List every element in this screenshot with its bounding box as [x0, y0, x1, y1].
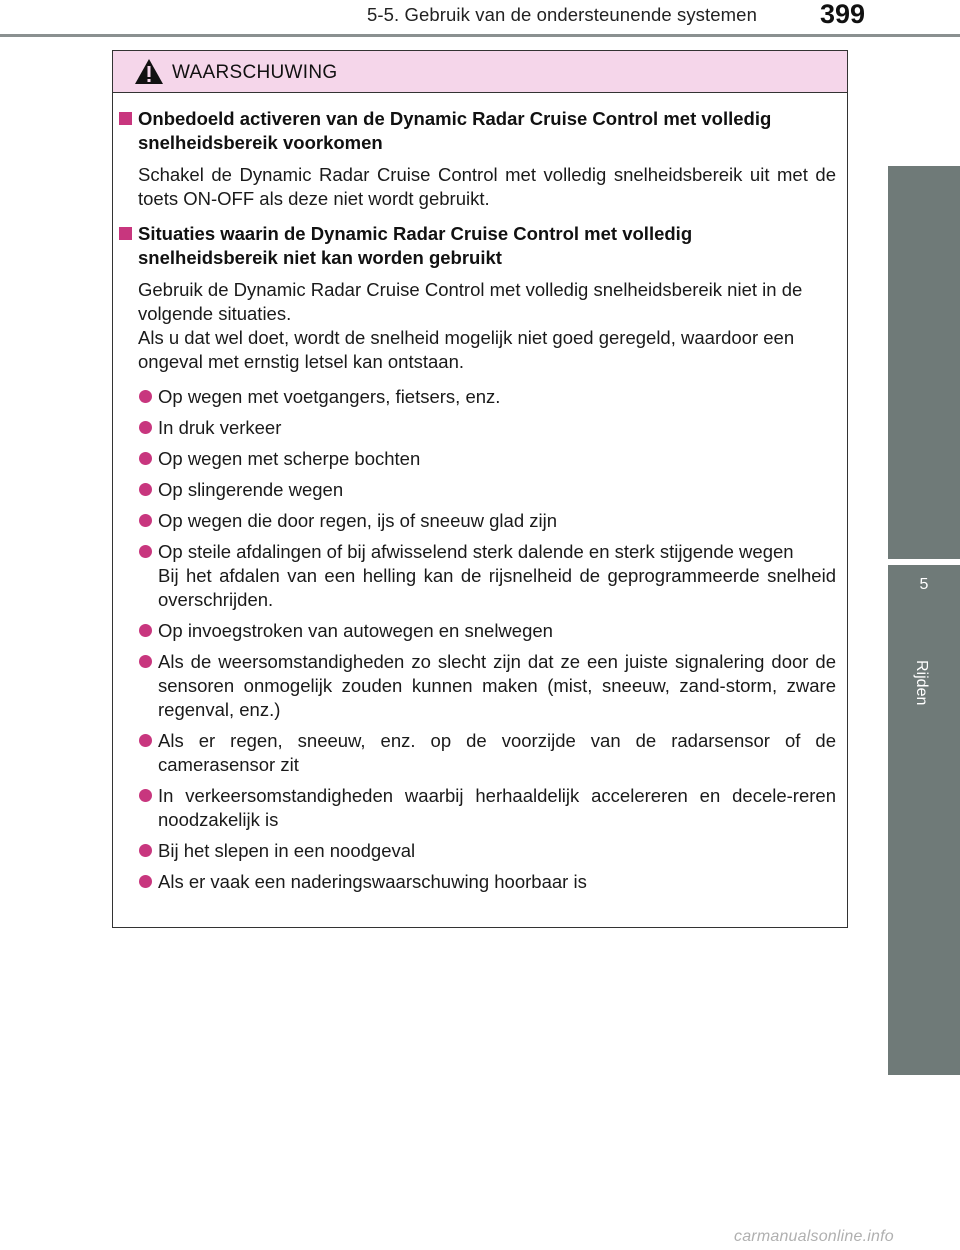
bullet-dot-icon [139, 655, 152, 668]
section-heading-line: Onbedoeld activeren van de Dynamic Radar Cruise Control met volledig [138, 108, 772, 129]
page-number: 399 [820, 0, 866, 29]
paragraph-line: Als u dat wel doet, wordt de snelheid mogelijk niet goed geregeld, waardoor een ongeval met ernstig letsel kan ontstaan. [138, 327, 795, 372]
bullet-dot-icon [139, 789, 152, 802]
list-item: Op invoegstroken van autowegen en snelwegen [113, 619, 846, 643]
bullet-dot-icon [139, 483, 152, 496]
header-divider [0, 34, 960, 37]
list-item: Op wegen met scherpe bochten [113, 447, 846, 471]
bullet-dot-icon [139, 844, 152, 857]
paragraph: Schakel de Dynamic Radar Cruise Control met volledig snelheidsbereik uit met de toets ON-OFF als deze niet wordt gebruikt. [138, 164, 836, 209]
bullet-dot-icon [139, 875, 152, 888]
page-header-title: 5-5. Gebruik van de ondersteunende systemen [367, 4, 757, 25]
bullet-dot-icon [139, 734, 152, 747]
square-bullet-icon [119, 227, 132, 240]
warning-box [112, 50, 848, 928]
list-item: Op steile afdalingen of bij afwisselend sterk dalende en sterk stijgende wegen Bij het afdalen van een helling kan de rijsnelheid de geprogrammeerde snelheid overschrijden. [113, 540, 846, 612]
section-heading-line: snelheidsbereik voorkomen [138, 132, 383, 153]
list-item: Bij het slepen in een noodgeval [113, 839, 846, 863]
list-item: Als de weersomstandigheden zo slecht zijn dat ze een juiste signalering door de sensoren onmogelijk zouden kunnen maken (mist, sneeuw, zand-storm, zware regenval, enz.) [113, 650, 846, 722]
bullet-dot-icon [139, 452, 152, 465]
chapter-number: 5 [888, 565, 960, 632]
chapter-label: Rijden [913, 660, 930, 706]
warning-header [113, 51, 847, 93]
bullet-dot-icon [139, 624, 152, 637]
list-item: Als er vaak een naderingswaarschuwing hoorbaar is [113, 870, 846, 894]
list-item: In verkeersomstandigheden waarbij herhaaldelijk accelereren en decele-reren noodzakelijk is [113, 784, 846, 832]
list-item: Op wegen die door regen, ijs of sneeuw glad zijn [113, 509, 846, 533]
bullet-dot-icon [139, 514, 152, 527]
chapter-tab-upper [888, 166, 960, 559]
square-bullet-icon [119, 112, 132, 125]
watermark-logo: carmanualsonline.info [734, 1228, 894, 1245]
paragraph [113, 278, 846, 374]
warning-triangle-icon [134, 58, 164, 85]
list-item: Op slingerende wegen [113, 478, 846, 502]
warning-content [113, 107, 846, 901]
bullet-dot-icon [139, 421, 152, 434]
bullet-dot-icon [139, 545, 152, 558]
bullet-list [113, 385, 846, 894]
section-heading [113, 107, 846, 155]
warning-title: WAARSCHUWING [172, 62, 338, 83]
list-item: Op wegen met voetgangers, fietsers, enz. [113, 385, 846, 409]
paragraph-line: Gebruik de Dynamic Radar Cruise Control met volledig snelheidsbereik niet in de volgende situaties. [138, 279, 803, 324]
section-heading [113, 222, 846, 270]
section-heading-line: Situaties waarin de Dynamic Radar Cruise Control met volledig [138, 223, 693, 244]
bullet-dot-icon [139, 390, 152, 403]
list-item: Als er regen, sneeuw, enz. op de voorzijde van de radarsensor of de camerasensor zit [113, 729, 846, 777]
list-item: In druk verkeer [113, 416, 846, 440]
section-heading-line: snelheidsbereik niet kan worden gebruikt [138, 247, 502, 268]
